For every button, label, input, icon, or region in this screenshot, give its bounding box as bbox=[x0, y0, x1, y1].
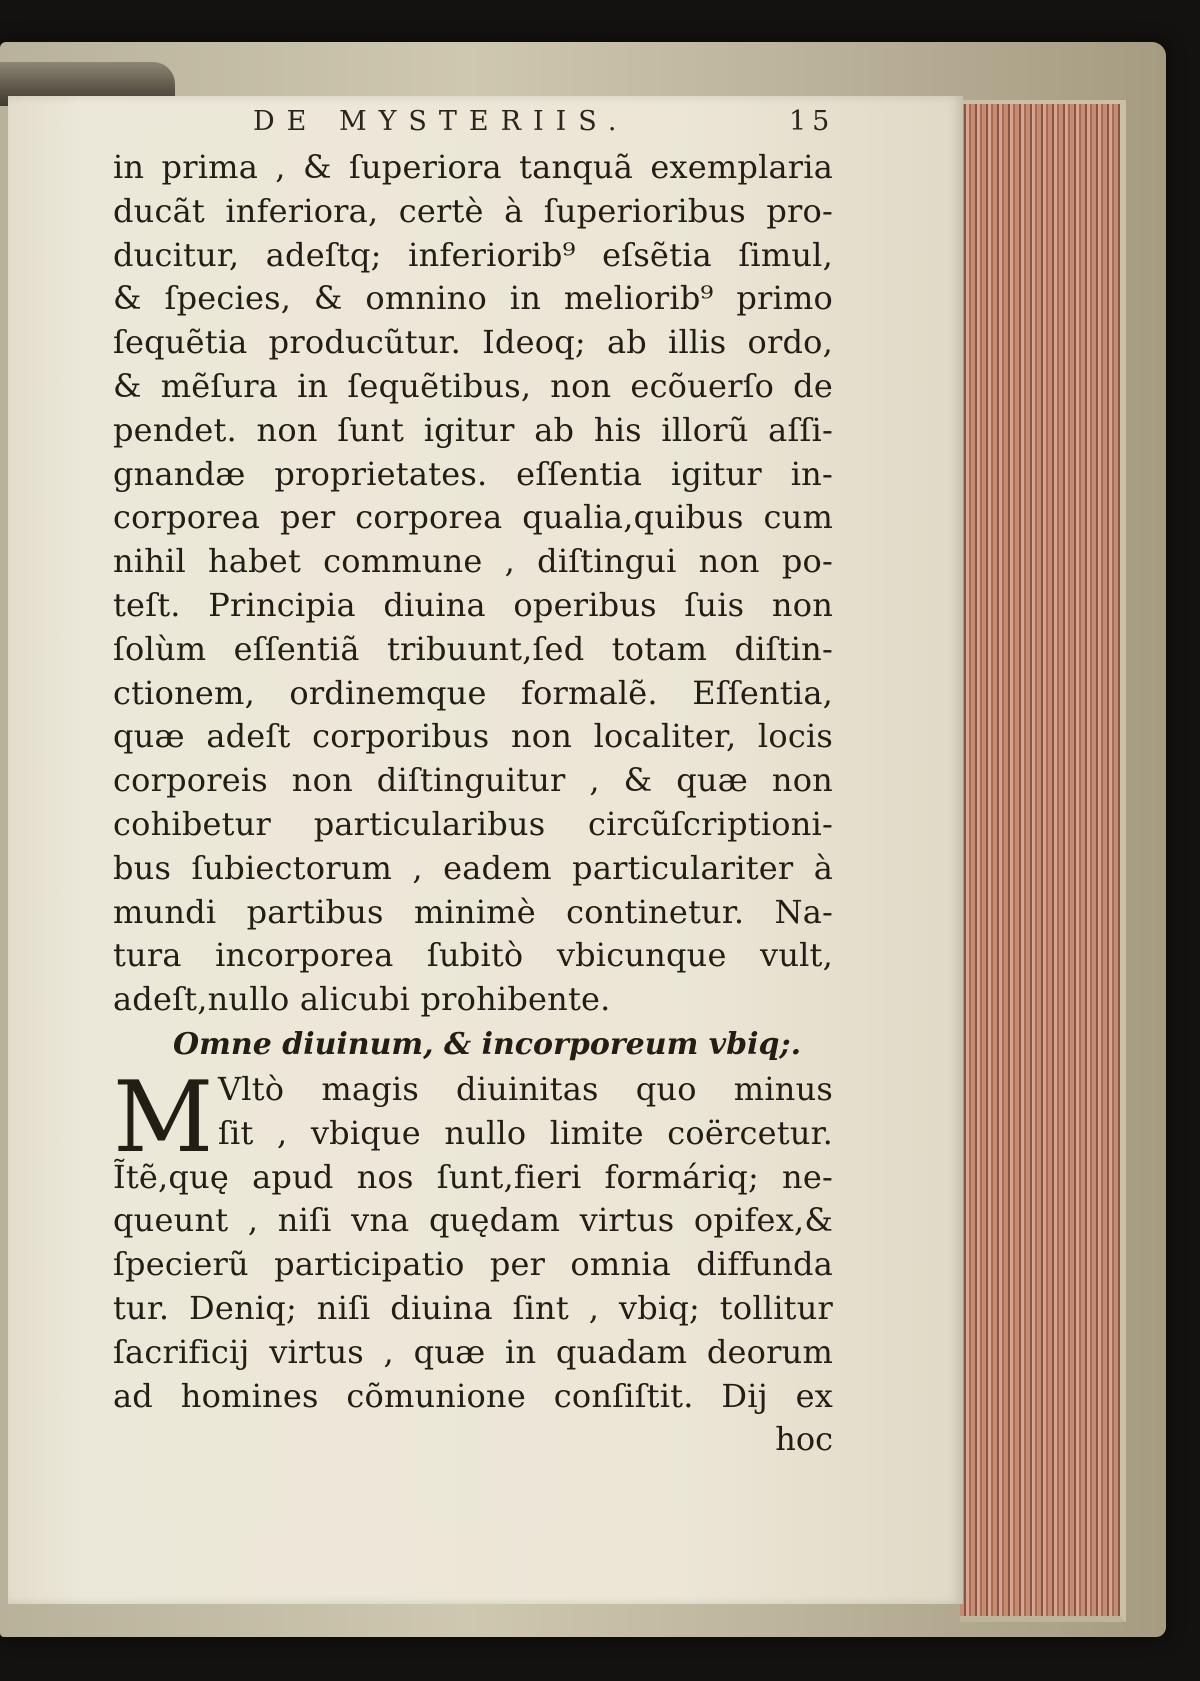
text-line: Ĩtẽ,quę apud nos ſunt,fieri formáriq; ne- bbox=[113, 1157, 833, 1196]
running-head bbox=[113, 106, 836, 144]
text-line: ctionem, ordinemque formalẽ. Eſſentia, bbox=[113, 673, 833, 712]
text-line: ducãt inferiora, certè à ſuperioribus pro- bbox=[113, 191, 833, 230]
text-line: & ſpecies, & omnino in meliorib⁹ primo bbox=[113, 279, 833, 318]
text-line: Vltò magis diuinitas quo minus bbox=[218, 1069, 833, 1108]
text-line: quæ adeſt corporibus non localiter, locis bbox=[113, 717, 833, 756]
text-line: pendet. non ſunt igitur ab his illorũ aſſi- bbox=[113, 410, 833, 449]
running-head-title: DE MYSTERIIS. bbox=[253, 106, 629, 137]
text-line: bus ſubiectorum , eadem particulariter à bbox=[113, 848, 833, 887]
text-line: queunt , niſi vna quędam virtus opifex,& bbox=[113, 1201, 833, 1240]
book-page bbox=[8, 96, 963, 1604]
text-line: nihil habet commune , diſtingui non po- bbox=[113, 542, 833, 581]
text-line: ad homines cõmunione conſiſtit. Dij ex bbox=[113, 1376, 833, 1415]
text-line: teſt. Principia diuina operibus ſuis non bbox=[113, 585, 833, 624]
catchword: hoc bbox=[775, 1420, 833, 1459]
text-line: tura incorporea ſubitò vbicunque vult, bbox=[113, 936, 833, 975]
text-line: corporea per corporea qualia,quibus cum bbox=[113, 498, 833, 537]
text-line: adeſt,nullo alicubi prohibente. bbox=[113, 980, 611, 1019]
text-line: mundi partibus minimè continetur. Na- bbox=[113, 892, 833, 931]
drop-cap-initial: M bbox=[113, 1060, 214, 1175]
text-line: ſit , vbique nullo limite coërcetur. bbox=[218, 1113, 833, 1152]
text-line: corporeis non diſtinguitur , & quæ non bbox=[113, 761, 833, 800]
text-line: ſequẽtia producũtur. Ideoq; ab illis ordo, bbox=[113, 323, 833, 362]
drop-cap-paragraph bbox=[113, 1060, 833, 1175]
text-line: ſolùm eſſentiã tribuunt,ſed totam diſtin- bbox=[113, 629, 833, 668]
text-line: in prima , & ſuperiora tanquã exemplaria bbox=[113, 148, 833, 186]
page-edges bbox=[960, 100, 1126, 1622]
body-text bbox=[113, 146, 833, 1462]
text-line: gnandæ proprietates. eſſentia igitur in- bbox=[113, 454, 833, 493]
page-text-block bbox=[113, 106, 836, 1462]
text-line: tur. Deniq; niſi diuina ſint , vbiq; tollitur bbox=[113, 1288, 833, 1327]
section-heading: Omne diuinum, & incorporeum vbiq;. bbox=[173, 1026, 802, 1062]
text-line: ducitur, adeſtq; inferiorib⁹ eſsẽtia ſimul, bbox=[113, 235, 833, 274]
text-line: & mẽſura in ſequẽtibus, non ecõuerſo de bbox=[113, 366, 833, 405]
text-line: ſpecierũ participatio per omnia diffunda bbox=[113, 1245, 833, 1284]
page-number: 15 bbox=[789, 106, 836, 137]
text-line: cohibetur particularibus circũſcriptioni- bbox=[113, 804, 833, 843]
text-line: ſacrificij virtus , quæ in quadam deorum bbox=[113, 1332, 833, 1371]
